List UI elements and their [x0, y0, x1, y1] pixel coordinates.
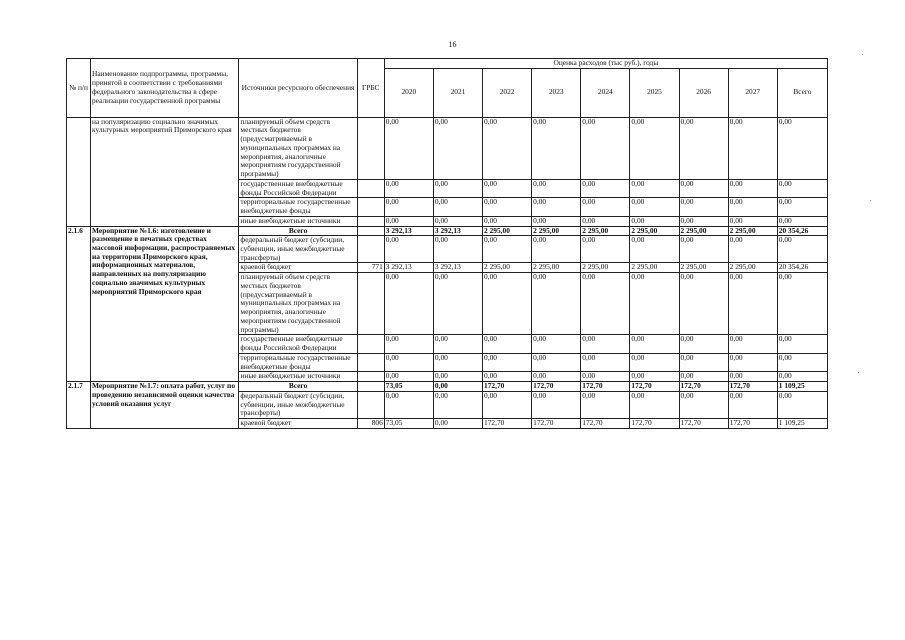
source-cell: территориальные государственные внебюджетные фонды — [239, 198, 357, 216]
value-cell: 2 295,00 — [630, 226, 679, 236]
value-cell: 0,00 — [483, 391, 532, 418]
source-cell: федеральный бюджет (субсидии, субвенции, иные межбюджетные трансферты) — [239, 391, 357, 418]
grbs-cell — [357, 391, 384, 418]
value-cell: 0,00 — [384, 372, 433, 382]
value-cell: 0,00 — [384, 198, 433, 216]
value-cell: 172,70 — [630, 382, 679, 392]
program-name: на популяризацию социально значимых культурных мероприятий Приморского края — [91, 117, 239, 226]
row-index: 2.1.6 — [67, 226, 91, 381]
value-cell: 0,00 — [728, 353, 777, 371]
grbs-cell — [357, 353, 384, 371]
value-cell: 0,00 — [630, 372, 679, 382]
value-cell: 2 295,00 — [581, 263, 630, 273]
value-cell: 0,00 — [728, 179, 777, 197]
source-cell: территориальные государственные внебюджетные фонды — [239, 353, 357, 371]
grbs-cell — [357, 216, 384, 226]
value-cell: 0,00 — [679, 391, 728, 418]
table-header — [67, 59, 828, 118]
value-cell: 0,00 — [679, 236, 728, 263]
value-cell: 0,00 — [679, 117, 728, 179]
grbs-cell — [357, 117, 384, 179]
value-cell: 0,00 — [384, 179, 433, 197]
value-cell: 0,00 — [679, 335, 728, 353]
value-cell: 0,00 — [728, 236, 777, 263]
value-cell: 0,00 — [777, 391, 827, 418]
value-cell: 0,00 — [679, 179, 728, 197]
value-cell: 0,00 — [483, 117, 532, 179]
value-cell: 0,00 — [728, 117, 777, 179]
value-cell: 0,00 — [728, 391, 777, 418]
value-cell: 0,00 — [532, 391, 581, 418]
value-cell: 172,70 — [581, 382, 630, 392]
value-cell: 0,00 — [532, 117, 581, 179]
value-cell: 0,00 — [384, 391, 433, 418]
grbs-cell — [357, 273, 384, 335]
value-cell: 0,00 — [630, 273, 679, 335]
source-cell: федеральный бюджет (субсидии, субвенции, иные межбюджетные трансферты) — [239, 236, 357, 263]
value-cell: 0,00 — [777, 273, 827, 335]
value-cell: 0,00 — [433, 372, 482, 382]
grbs-cell — [357, 198, 384, 216]
budget-table — [66, 58, 828, 429]
grbs-cell — [357, 372, 384, 382]
value-cell: 0,00 — [679, 372, 728, 382]
value-cell: 0,00 — [384, 216, 433, 226]
value-cell: 2 295,00 — [532, 263, 581, 273]
value-cell: 0,00 — [630, 179, 679, 197]
value-cell: 0,00 — [433, 335, 482, 353]
grbs-cell — [357, 236, 384, 263]
source-cell: иные внебюджетные источники — [239, 216, 357, 226]
value-cell: 0,00 — [433, 391, 482, 418]
value-cell: 172,70 — [532, 418, 581, 428]
value-cell: 1 109,25 — [777, 382, 827, 392]
value-cell: 0,00 — [433, 273, 482, 335]
header-sources: Источники ресурсного обеспечения — [239, 59, 357, 118]
value-cell: 2 295,00 — [483, 226, 532, 236]
page-number: 16 — [448, 40, 457, 49]
total-label: Всего — [239, 226, 357, 236]
source-cell: государственные внебюджетные фонды Российской Федерации — [239, 335, 357, 353]
total-label: Всего — [239, 382, 357, 392]
value-cell: 2 295,00 — [630, 263, 679, 273]
value-cell: 0,00 — [777, 179, 827, 197]
value-cell: 172,70 — [630, 418, 679, 428]
source-cell: иные внебюджетные источники — [239, 372, 357, 382]
value-cell: 73,05 — [384, 382, 433, 392]
grbs-cell: 771 — [357, 263, 384, 273]
value-cell: 0,00 — [728, 335, 777, 353]
source-cell: краевой бюджет — [239, 418, 357, 428]
source-cell: планируемый объем средств местных бюджетов (предусматриваемый в муниципальных программах на мероприятия, аналогичные мероприятиям государственной программы) — [239, 117, 357, 179]
value-cell: 0,00 — [679, 353, 728, 371]
value-cell: 0,00 — [433, 353, 482, 371]
value-cell: 0,00 — [728, 216, 777, 226]
header-year: 2024 — [581, 68, 630, 117]
value-cell: 73,05 — [384, 418, 433, 428]
value-cell: 0,00 — [532, 273, 581, 335]
value-cell: 0,00 — [483, 353, 532, 371]
value-cell: 2 295,00 — [728, 263, 777, 273]
header-year: 2027 — [728, 68, 777, 117]
total-row — [67, 226, 828, 236]
scan-speck — [870, 200, 871, 201]
value-cell: 172,70 — [532, 382, 581, 392]
value-cell: 0,00 — [777, 372, 827, 382]
value-cell: 20 354,26 — [777, 263, 827, 273]
value-cell: 172,70 — [679, 418, 728, 428]
value-cell: 0,00 — [433, 179, 482, 197]
value-cell: 0,00 — [777, 236, 827, 263]
row-index — [67, 117, 91, 226]
value-cell: 0,00 — [728, 198, 777, 216]
value-cell: 2 295,00 — [679, 263, 728, 273]
value-cell: 0,00 — [679, 198, 728, 216]
value-cell: 0,00 — [433, 198, 482, 216]
value-cell: 0,00 — [630, 391, 679, 418]
source-cell: государственные внебюджетные фонды Российской Федерации — [239, 179, 357, 197]
value-cell: 172,70 — [728, 382, 777, 392]
table-row — [67, 117, 828, 179]
value-cell: 0,00 — [384, 353, 433, 371]
value-cell: 0,00 — [433, 418, 482, 428]
value-cell: 0,00 — [581, 391, 630, 418]
header-year: 2025 — [630, 68, 679, 117]
value-cell: 0,00 — [630, 198, 679, 216]
value-cell: 0,00 — [581, 273, 630, 335]
value-cell: 0,00 — [433, 382, 482, 392]
value-cell: 0,00 — [581, 372, 630, 382]
grbs-cell — [357, 179, 384, 197]
value-cell: 0,00 — [384, 273, 433, 335]
value-cell: 0,00 — [777, 117, 827, 179]
value-cell: 0,00 — [532, 236, 581, 263]
value-cell: 0,00 — [581, 335, 630, 353]
header-year: 2020 — [384, 68, 433, 117]
row-index: 2.1.7 — [67, 382, 91, 429]
header-year: 2022 — [483, 68, 532, 117]
value-cell: 0,00 — [384, 335, 433, 353]
value-cell: 0,00 — [630, 117, 679, 179]
header-year: Всего — [777, 68, 827, 117]
value-cell: 3 292,13 — [384, 263, 433, 273]
grbs-cell: 806 — [357, 418, 384, 428]
header-grbs: ГРБС — [357, 59, 384, 118]
value-cell: 0,00 — [581, 216, 630, 226]
value-cell: 0,00 — [728, 273, 777, 335]
value-cell: 0,00 — [679, 273, 728, 335]
scan-speck — [858, 372, 859, 373]
value-cell: 0,00 — [581, 179, 630, 197]
value-cell: 172,70 — [483, 418, 532, 428]
value-cell: 0,00 — [532, 198, 581, 216]
value-cell: 0,00 — [777, 216, 827, 226]
value-cell: 2 295,00 — [532, 226, 581, 236]
value-cell: 3 292,13 — [433, 263, 482, 273]
value-cell: 20 354,26 — [777, 226, 827, 236]
value-cell: 0,00 — [777, 353, 827, 371]
value-cell: 0,00 — [483, 335, 532, 353]
value-cell: 0,00 — [483, 273, 532, 335]
value-cell: 0,00 — [433, 236, 482, 263]
header-year: 2023 — [532, 68, 581, 117]
program-name: Мероприятие №1.6: изготовление и размещение в печатных средствах массовой информации, распространяемых на территории Приморского края, информационных материалов, направленных на популяризацию социально значимых культурных мероприятий Приморского края — [91, 226, 239, 381]
value-cell: 0,00 — [777, 198, 827, 216]
value-cell: 0,00 — [532, 216, 581, 226]
value-cell: 172,70 — [728, 418, 777, 428]
value-cell: 0,00 — [630, 236, 679, 263]
value-cell: 0,00 — [630, 335, 679, 353]
value-cell: 2 295,00 — [728, 226, 777, 236]
source-cell: краевой бюджет — [239, 263, 357, 273]
source-cell: планируемый объем средств местных бюджетов (предусматриваемый в муниципальных программах на мероприятия, аналогичные мероприятиям государственной программы) — [239, 273, 357, 335]
value-cell: 0,00 — [532, 179, 581, 197]
value-cell: 1 109,25 — [777, 418, 827, 428]
value-cell: 0,00 — [581, 236, 630, 263]
value-cell: 0,00 — [777, 335, 827, 353]
value-cell: 0,00 — [532, 335, 581, 353]
value-cell: 0,00 — [483, 179, 532, 197]
grbs-cell — [357, 382, 384, 392]
value-cell: 0,00 — [532, 372, 581, 382]
value-cell: 0,00 — [532, 353, 581, 371]
value-cell: 0,00 — [728, 372, 777, 382]
value-cell: 0,00 — [581, 198, 630, 216]
value-cell: 2 295,00 — [679, 226, 728, 236]
header-name: Наименование подпрограммы, программы, принятой в соответствии с требованиями федерального законодательства в сфере реализации государственной программы — [91, 59, 239, 118]
value-cell: 0,00 — [679, 216, 728, 226]
value-cell: 0,00 — [483, 198, 532, 216]
value-cell: 0,00 — [630, 353, 679, 371]
value-cell: 172,70 — [483, 382, 532, 392]
value-cell: 2 295,00 — [581, 226, 630, 236]
value-cell: 0,00 — [433, 117, 482, 179]
header-year: 2021 — [433, 68, 482, 117]
value-cell: 0,00 — [581, 117, 630, 179]
scan-speck — [862, 54, 863, 55]
value-cell: 3 292,13 — [433, 226, 482, 236]
value-cell: 172,70 — [679, 382, 728, 392]
value-cell: 2 295,00 — [483, 263, 532, 273]
value-cell: 0,00 — [384, 236, 433, 263]
total-row — [67, 382, 828, 392]
grbs-cell — [357, 226, 384, 236]
header-estimate: Оценка расходов (тыс руб.), годы — [384, 59, 827, 69]
value-cell: 172,70 — [581, 418, 630, 428]
header-num: № п/п — [67, 59, 91, 118]
value-cell: 0,00 — [483, 236, 532, 263]
value-cell: 0,00 — [384, 117, 433, 179]
grbs-cell — [357, 335, 384, 353]
value-cell: 0,00 — [483, 372, 532, 382]
header-year: 2026 — [679, 68, 728, 117]
value-cell: 0,00 — [581, 353, 630, 371]
value-cell: 3 292,13 — [384, 226, 433, 236]
program-name: Мероприятие №1.7: оплата работ, услуг по проведению независимой оценки качества условий оказания услуг — [91, 382, 239, 429]
value-cell: 0,00 — [483, 216, 532, 226]
value-cell: 0,00 — [433, 216, 482, 226]
value-cell: 0,00 — [630, 216, 679, 226]
table-body — [67, 117, 828, 428]
